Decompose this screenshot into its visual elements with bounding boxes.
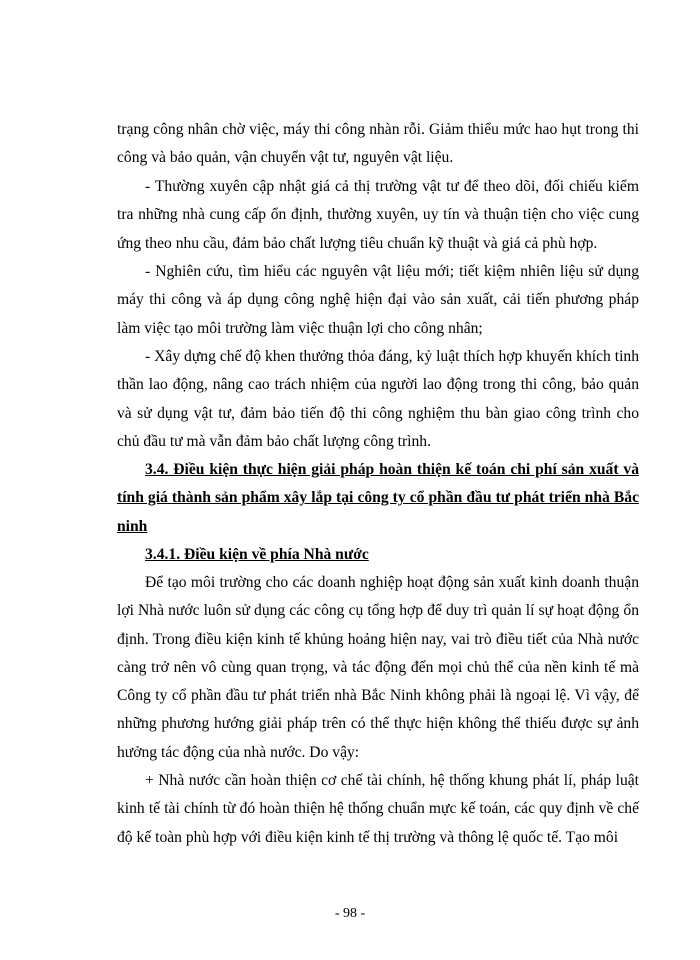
paragraph-2: - Thường xuyên cập nhật giá cả thị trường vật tư để theo dõi, đối chiếu kiểm tra những nhà cung cấp ổn định, thường xuyên, uy tín và thuận tiện cho việc cung ứng theo nhu cầu, đảm bảo chất lượng tiêu chuẩn kỹ thuật và giá cả phù hợp.	[117, 178, 639, 252]
subsection-heading: 3.4.1. Điều kiện về phía Nhà nước	[145, 546, 369, 563]
paragraph-6: + Nhà nước cần hoàn thiện cơ chế tài chính, hệ thống khung phát lí, pháp luật kinh tế tài chính từ đó hoàn thiện hệ thống chuẩn mực kế toán, các quy định về chế độ kế toàn phù hợp với điều kiện kinh tế thị trường và thông lệ quốc tế. Tạo môi	[117, 772, 639, 846]
section-heading: 3.4. Điều kiện thực hiện giải pháp hoàn thiện kế toán chi phí sản xuất và tính giá thành sản phẩm xây lắp tại công ty cổ phần đầu tư phát triển nhà Bắc ninh	[117, 461, 639, 535]
page-number: - 98 -	[334, 906, 366, 921]
paragraph-5: Để tạo môi trường cho các doanh nghiệp hoạt động sản xuất kinh doanh thuận lợi Nhà nước luôn sử dụng các công cụ tổng hợp để duy trì quản lí sự hoạt động ổn định. Trong điều kiện kinh tế khủng hoảng hiện nay, vai trò điều tiết của Nhà nước càng trở nên vô cùng quan trọng, và tác động đến mọi chủ thể của nền kinh tế mà Công ty cổ phần đầu tư phát triển nhà Bắc Ninh không phải là ngoại lệ. Vì vậy, để những phương hướng giải pháp trên có thể thực hiện không thể thiếu được sự ảnh hưởng tác động của nhà nước. Do vậy:	[117, 574, 639, 761]
paragraph-1: trạng công nhân chờ việc, máy thi công nhàn rỗi. Giảm thiểu mức hao hụt trong thi công và bảo quản, vận chuyển vật tư, nguyên vật liệu.	[117, 121, 639, 167]
paragraph-3: - Nghiên cứu, tìm hiểu các nguyên vật liệu mới; tiết kiệm nhiên liệu sử dụng máy thi công và áp dụng công nghệ hiện đại vào sản xuất, cải tiến phương pháp làm việc tạo môi trường làm việc thuận lợi cho công nhân;	[117, 263, 639, 337]
paragraph-4: - Xây dựng chế độ khen thưởng thỏa đáng, kỷ luật thích hợp khuyến khích tinh thần lao động, nâng cao trách nhiệm của người lao động trong thi công, bảo quản và sử dụng vật tư, đảm bảo tiến độ thi công nghiệm thu bàn giao công trình cho chủ đầu tư mà vẫn đảm bảo chất lượng công trình.	[117, 348, 639, 450]
section-heading-block	[117, 456, 639, 541]
